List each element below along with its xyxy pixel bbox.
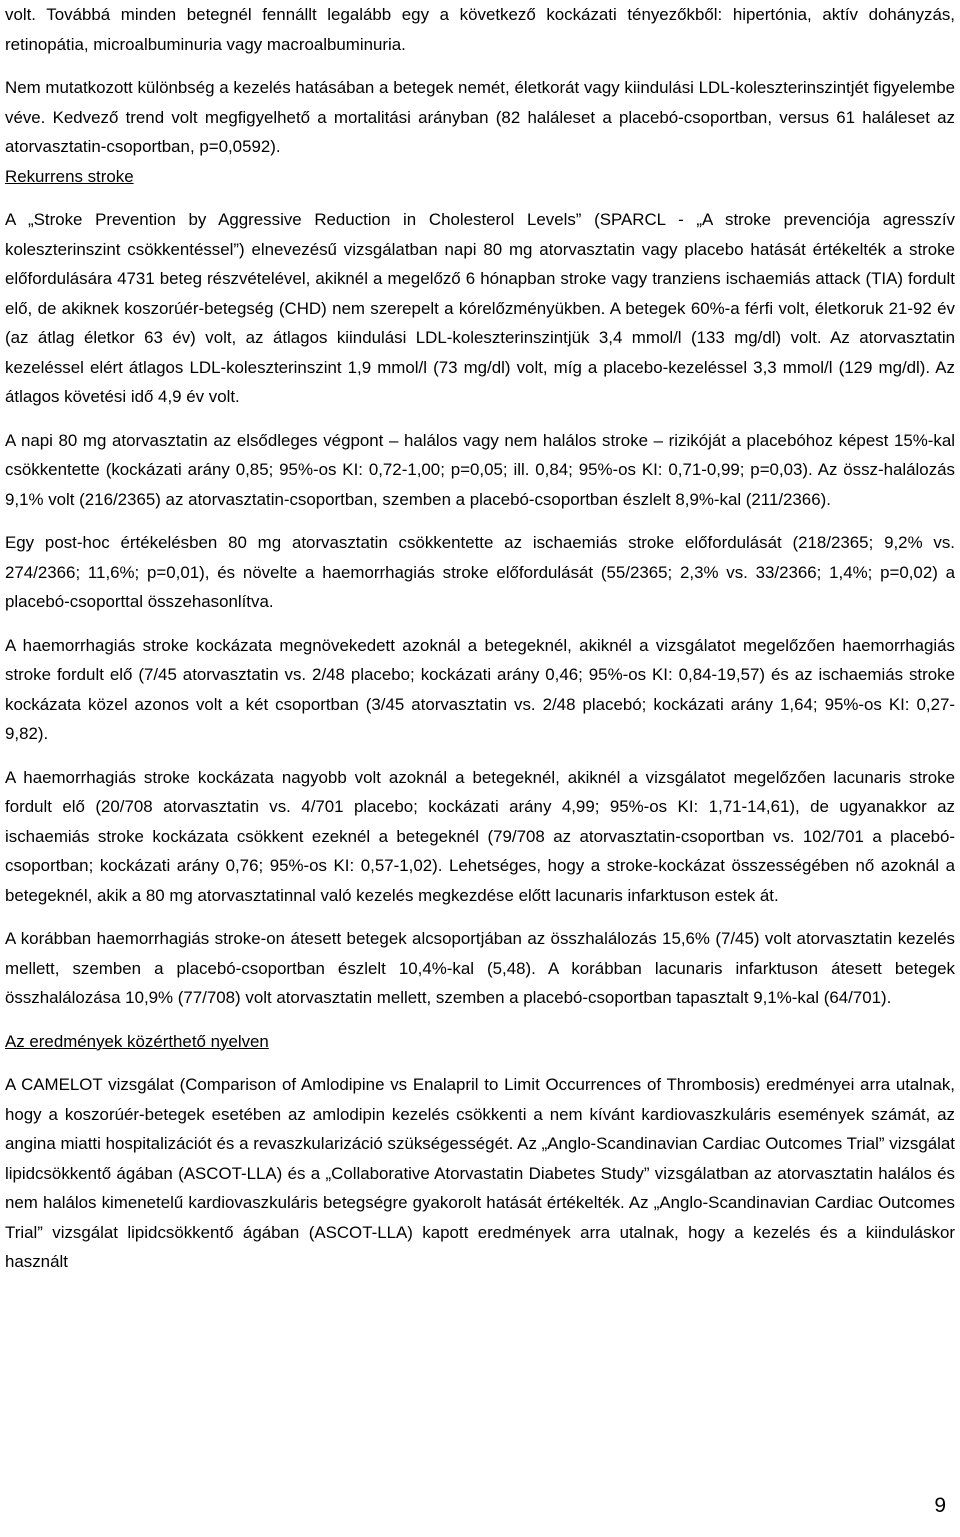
paragraph-spacer [5,1056,955,1070]
body-paragraph: Egy post-hoc értékelésben 80 mg atorvasztatin csökkentette az ischaemiás stroke előfordulását (218/2365; 9,2% vs. 274/2366; 11,6%; p=0,01), és növelte a haemorrhagiás stroke előfordulását (55/2365; 2,3% vs. 33/2366; 1,4%; p=0,02) a placebó-csoporttal összehasonlítva. [5,533,955,611]
body-paragraph: A haemorrhagiás stroke kockázata megnövekedett azoknál a betegeknél, akiknél a vizsgálatot megelőzően haemorrhagiás stroke fordult elő (7/45 atorvasztatin vs. 2/48 placebo; kockázati arány 0,46; 95%-os KI: 0,84-19,57) és az ischaemiás stroke kockázata közel azonos volt a két csoportban (3/45 atorvasztatin vs. 2/48 placebó; kockázati arány 1,64; 95%-os KI: 0,27-9,82). [5,635,955,743]
paragraph-spacer [5,617,955,631]
paragraph-spacer [5,412,955,426]
body-paragraph: A CAMELOT vizsgálat (Comparison of Amlodipine vs Enalapril to Limit Occurrences of Thrombosis) eredményei arra utalnak, hogy a koszorúér-betegek esetében az amlodipin kezelés csökkenti a nem kívánt kardiovaszkuláris események számát, az angina miatti hospitalizációt és a revaszkularizáció szükségességét. Az „Anglo-Scandinavian Cardiac Outcomes Trial” vizsgálat lipidcsökkentő ágában (ASCOT-LLA) és a „Collaborative Atorvastatin Diabetes Study” vizsgálatban az atorvasztatin halálos és nem halálos kimenetelű kardiovaszkuláris betegségre gyakorolt hatását értékelték. Az „Anglo-Scandinavian Cardiac Outcomes Trial” vizsgálat lipidcsökkentő ágában (ASCOT-LLA) kapott eredmények arra utalnak, hogy a kezelés és a kiinduláskor használt [5,1075,955,1271]
document-body [5,0,955,1277]
body-paragraph: A korábban haemorrhagiás stroke-on átesett betegek alcsoportjában az összhalálozás 15,6% (7/45) volt atorvasztatin kezelés mellett, szemben a placebó-csoportban észlelt 10,4%-kal (5,48). A korábban lacunaris infarktuson átesett betegek összhalálozása 10,9% (77/708) volt atorvasztatin mellett, szemben a placebó-csoportban tapasztalt 9,1%-kal (64/701). [5,929,955,1007]
body-paragraph: A „Stroke Prevention by Aggressive Reduction in Cholesterol Levels” (SPARCL - „A stroke prevenciója agresszív koleszterinszint csökkentéssel”) elnevezésű vizsgálatban napi 80 mg atorvasztatin vagy placebo hatását értékelték a stroke előfordulására 4731 beteg részvételével, akiknél a megelőző 6 hónapban stroke vagy tranziens ischaemiás attack (TIA) fordult elő, de akiknek koszorúér-betegség (CHD) nem szerepelt a kórelőzményükben. A betegek 60%-a férfi volt, életkoruk 21-92 év (az átlag életkor 63 év) volt, az átlagos kiindulási LDL-koleszterinszintjük 3,4 mmol/l (133 mg/dl) volt. Az atorvasztatin kezeléssel elért átlagos LDL-koleszterinszint 1,9 mmol/l (73 mg/dl) volt, míg a placebo-kezeléssel 3,3 mmol/l (129 mg/dl). Az átlagos követési idő 4,9 év volt. [5,210,955,406]
paragraph-spacer [5,191,955,205]
paragraph-spacer [5,1013,955,1027]
body-paragraph: Nem mutatkozott különbség a kezelés hatásában a betegek nemét, életkorát vagy kiindulási LDL-koleszterinszintjét figyelembe véve. Kedvező trend volt megfigyelhető a mortalitási arányban (82 haláleset a placebó-csoportban, versus 61 haláleset az atorvasztatin-csoportban, p=0,0592). [5,78,955,156]
paragraph-spacer [5,910,955,924]
body-paragraph: volt. Továbbá minden betegnél fennállt legalább egy a következő kockázati tényezőkből: hipertónia, aktív dohányzás, retinopátia, microalbuminuria vagy macroalbuminuria. [5,5,955,54]
paragraph-spacer [5,59,955,73]
paragraph-spacer [5,514,955,528]
section-heading: Az eredmények közérthető nyelven [5,1031,269,1051]
body-paragraph: A haemorrhagiás stroke kockázata nagyobb volt azoknál a betegeknél, akiknél a vizsgálatot megelőzően lacunaris stroke fordult elő (20/708 atorvasztatin vs. 4/701 placebo; kockázati arány 4,99; 95%-os KI: 1,71-14,61), de ugyanakkor az ischaemiás stroke kockázata csökkent ezeknél a betegeknél (79/708 az atorvasztatin-csoportban vs. 102/701 a placebó-csoportban; kockázati arány 0,76; 95%-os KI: 0,57-1,02). Lehetséges, hogy a stroke-kockázat összességében nő azoknál a betegeknél, akik a 80 mg atorvasztatinnal való kezelés megkezdése előtt lacunaris infarktuson estek át. [5,767,955,905]
section-heading: Rekurrens stroke [5,166,134,186]
body-paragraph: A napi 80 mg atorvasztatin az elsődleges végpont – halálos vagy nem halálos stroke – rizikóját a placebóhoz képest 15%-kal csökkentette (kockázati arány 0,85; 95%-os KI: 0,72-1,00; p=0,05; ill. 0,84; 95%-os KI: 0,71-0,99; p=0,03). Az össz-halálozás 9,1% volt (216/2365) az atorvasztatin-csoportban, szemben a placebó-csoportban észlelt 8,9%-kal (211/2366). [5,430,955,509]
page-number: 9 [934,1494,946,1517]
paragraph-spacer [5,749,955,763]
